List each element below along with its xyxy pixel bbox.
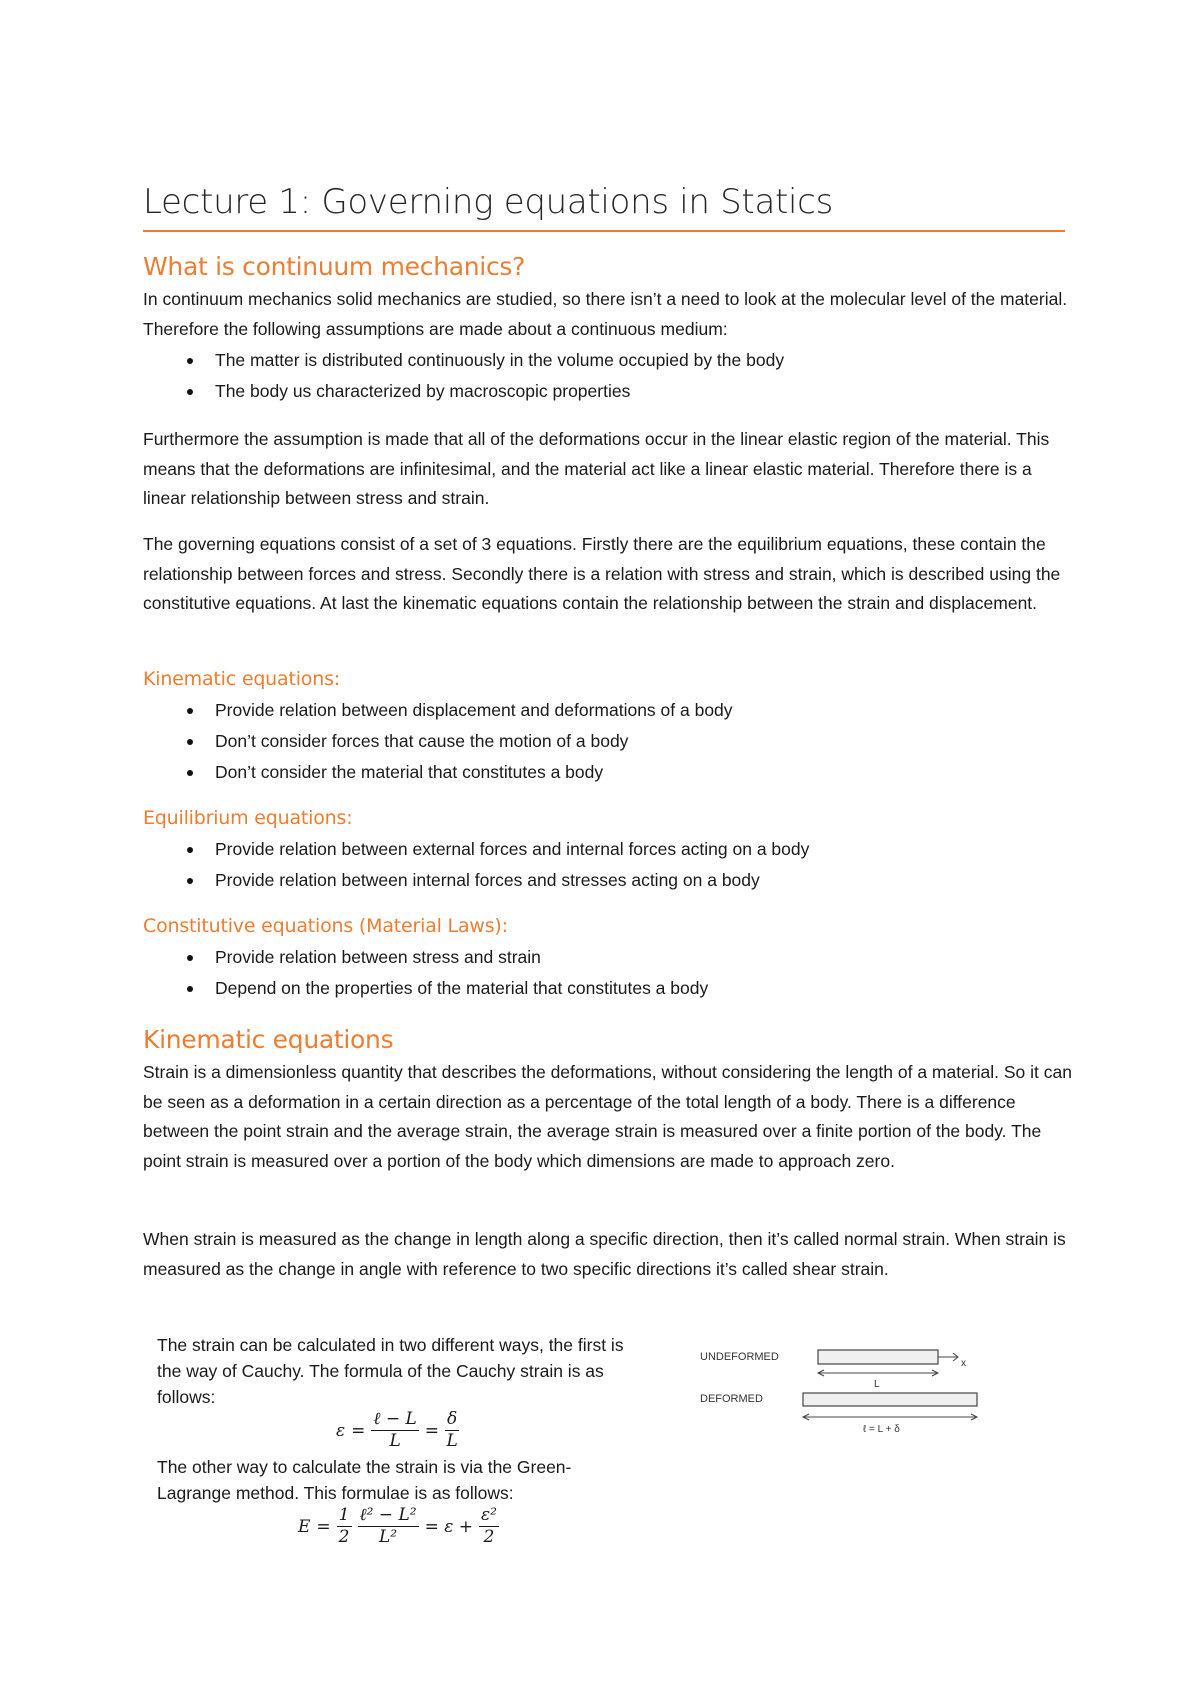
bullet-icon [187,389,193,395]
bullet-icon [187,358,193,364]
list-item: The matter is distributed continuously in the volume occupied by the body [143,345,784,376]
assumptions-list [143,345,784,407]
list-item: Don’t consider forces that cause the motion of a body [143,726,733,757]
bullet-icon [187,986,193,992]
bullet-icon [187,955,193,961]
length-label: L [874,1379,880,1390]
bullet-icon [187,739,193,745]
list-item: Provide relation between internal forces and stresses acting on a body [143,865,809,896]
list-item: Provide relation between stress and strain [143,942,708,973]
strain-definition-paragraph: Strain is a dimensionless quantity that describes the deformations, without considering the length of a material. So it can be seen as a deformation in a certain direction as a percentage of the total length of a body. There is a difference between the point strain and the average strain, the average strain is measured over a finite portion of the body. The point strain is measured over a portion of the body which dimensions are made to approach zero. [143,1062,1072,1171]
list-item: Don’t consider the material that constitutes a body [143,757,733,788]
intro-paragraph: In continuum mechanics solid mechanics are studied, so there isn’t a need to look at the molecular level of the material. Therefore the following assumptions are made about a continuous medium: [143,289,1068,339]
normal-shear-strain-paragraph: When strain is measured as the change in length along a specific direction, then it’s called normal strain. When strain is measured as the change in angle with reference to two specific directions it’s called shear strain. [143,1229,1066,1279]
list-item: Provide relation between external forces and internal forces acting on a body [143,834,809,865]
list-item: The body us characterized by macroscopic properties [143,376,784,407]
governing-equations-paragraph: The governing equations consist of a set of 3 equations. Firstly there are the equilibrium equations, these contain the relationship between forces and stress. Secondly there is a relation with stress and strain, which is described using the constitutive equations. At last the kinematic equations contain the relationship between the strain and displacement. [143,534,1061,613]
constitutive-list [143,942,708,1004]
bullet-icon [187,708,193,714]
green-lagrange-formula: E = $\frac{1}{2}$ $\frac{\text{ℓ² − L²}}{\text{L²}}$ = ε + $\frac{\text{ε²}}{2}$ [298,1505,497,1547]
x-axis-label: x [961,1358,966,1369]
page-title: Lecture 1: Governing equations in Statics [143,182,833,222]
linear-elastic-paragraph: Furthermore the assumption is made that all of the deformations occur in the linear elastic region of the material. This means that the deformations are infinitesimal, and the material act like a linear elastic material. Therefore there is a linear relationship between stress and strain. [143,429,1050,508]
heading-kinematic-equations-sub: Kinematic equations: [143,668,340,690]
list-item: Depend on the properties of the material that constitutes a body [143,973,708,1004]
bar-deformation-diagram [700,1340,990,1450]
bullet-icon [187,878,193,884]
heading-constitutive-equations: Constitutive equations (Material Laws): [143,915,508,937]
bullet-icon [187,770,193,776]
kinematic-list [143,695,733,788]
heading-equilibrium-equations: Equilibrium equations: [143,807,353,829]
deformed-length-label: ℓ = L + δ [863,1424,900,1435]
equilibrium-list [143,834,809,896]
undeformed-bar [818,1350,938,1364]
title-underline [143,230,1065,232]
deformed-bar [803,1393,977,1406]
heading-kinematic-equations: Kinematic equations [143,1025,394,1054]
heading-continuum-mechanics: What is continuum mechanics? [143,252,526,281]
undeformed-label: UNDEFORMED [700,1351,779,1363]
green-lagrange-text: The other way to calculate the strain is via the Green-Lagrange method. This formulae is as follows: [157,1457,572,1503]
cauchy-formula: ε = $\frac{\text{ℓ − L}}{L}$ = $\frac{\delta}{L}$ [336,1409,458,1451]
list-item: Provide relation between displacement and deformations of a body [143,695,733,726]
bullet-icon [187,847,193,853]
cauchy-text: The strain can be calculated in two different ways, the first is the way of Cauchy. The formula of the Cauchy strain is as follows: [157,1335,624,1407]
deformed-label: DEFORMED [700,1393,763,1405]
